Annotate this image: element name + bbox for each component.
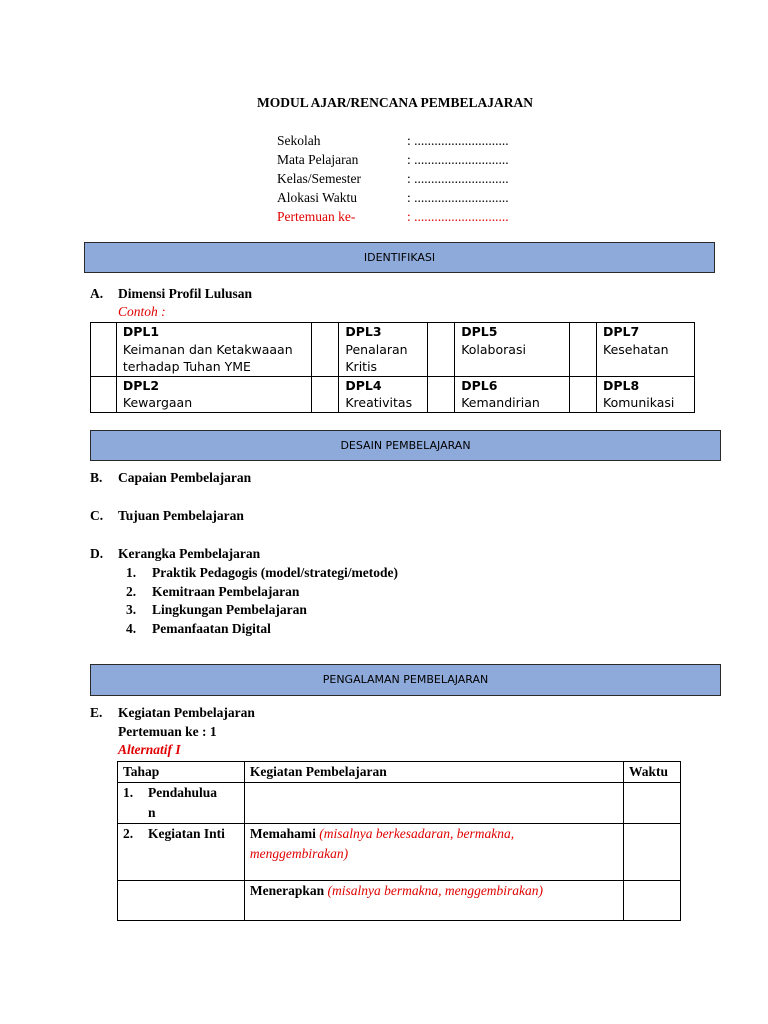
- section-band-desain: DESAIN PEMBELAJARAN: [90, 430, 721, 461]
- heading-letter: E.: [90, 705, 103, 720]
- time-cell: [624, 881, 681, 921]
- dpl-cell: [339, 323, 428, 377]
- dpl-cell: [116, 376, 312, 412]
- list-item: [126, 602, 398, 621]
- dpl-desc: Kesehatan: [603, 341, 669, 357]
- check-cell: [428, 323, 455, 377]
- dpl-desc: Kolaborasi: [461, 341, 526, 357]
- dpl-code: DPL7: [603, 324, 640, 339]
- check-cell: [570, 323, 597, 377]
- pertemuan-label: Pertemuan ke : 1: [118, 724, 217, 739]
- list-number: 1.: [126, 565, 137, 580]
- heading-text: Kegiatan Pembelajaran: [118, 705, 255, 720]
- info-value: : ............................: [407, 190, 509, 205]
- dpl-code: DPL5: [461, 324, 498, 339]
- table-row: [118, 783, 681, 824]
- stage-cell: [118, 783, 245, 824]
- heading-kerangka: [90, 546, 260, 562]
- stage-name: Pendahulua: [148, 785, 218, 800]
- profil-lulusan-table: [90, 322, 695, 413]
- dpl-desc: Komunikasi: [603, 395, 675, 410]
- dpl-desc: Kemandirian: [461, 395, 540, 410]
- activity-note-continued: menggembirakan): [249, 846, 349, 861]
- alternatif-label: Alternatif I: [118, 742, 181, 757]
- heading-text: Tujuan Pembelajaran: [118, 508, 244, 523]
- info-label: Alokasi Waktu: [277, 190, 358, 205]
- list-text: Praktik Pedagogis (model/strategi/metode): [152, 565, 398, 580]
- info-label: Pertemuan ke-: [277, 209, 356, 224]
- stage-cell: [118, 881, 245, 921]
- dpl-code: DPL2: [122, 377, 160, 393]
- activity-cell: [244, 881, 623, 921]
- heading-kegiatan: [90, 705, 255, 721]
- dpl-code: DPL6: [461, 377, 498, 393]
- activity-label: Menerapkan: [249, 883, 325, 898]
- table-row: [91, 376, 695, 412]
- dpl-code: DPL8: [603, 377, 640, 393]
- dpl-cell: [597, 376, 695, 412]
- info-value: : ............................: [407, 209, 509, 224]
- dpl-cell: [455, 376, 570, 412]
- dpl-cell: [455, 323, 570, 377]
- dpl-desc: Penalaran Kritis: [345, 341, 408, 374]
- dpl-desc: Kreativitas: [345, 395, 413, 410]
- example-label: Contoh :: [118, 304, 166, 319]
- list-item: [126, 621, 398, 640]
- list-text: Kemitraan Pembelajaran: [152, 583, 300, 599]
- heading-text: Dimensi Profil Lulusan: [118, 286, 253, 301]
- list-item: [126, 565, 398, 584]
- dpl-cell: [116, 323, 312, 377]
- column-header: Kegiatan Pembelajaran: [244, 762, 623, 783]
- table-row: [118, 881, 681, 921]
- list-item: [126, 584, 398, 603]
- kegiatan-table: [117, 761, 681, 921]
- section-band-identifikasi: IDENTIFIKASI: [84, 242, 715, 273]
- heading-letter: B.: [90, 470, 103, 485]
- heading-text: Kerangka Pembelajaran: [118, 546, 261, 561]
- check-cell: [91, 323, 117, 377]
- list-number: 4.: [126, 620, 137, 636]
- document-title: MODUL AJAR/RENCANA PEMBELAJARAN: [256, 95, 533, 110]
- dpl-cell: [339, 376, 428, 412]
- table-row: [91, 323, 695, 377]
- column-header: Tahap: [118, 762, 245, 783]
- check-cell: [312, 376, 339, 412]
- check-cell: [312, 323, 339, 377]
- activity-note: (misalnya bermakna, menggembirakan): [327, 883, 544, 898]
- stage-name: Kegiatan Inti: [148, 826, 225, 841]
- dpl-desc: Kewargaan: [122, 395, 193, 410]
- heading-text: Capaian Pembelajaran: [118, 470, 252, 485]
- list-text: Pemanfaatan Digital: [152, 620, 271, 636]
- heading-tujuan: [90, 508, 244, 524]
- info-value: : ............................: [407, 171, 509, 186]
- stage-name-continued: n: [148, 805, 156, 820]
- info-label: Mata Pelajaran: [277, 152, 359, 167]
- info-value: : ............................: [407, 152, 509, 167]
- info-label: Sekolah: [277, 133, 321, 148]
- dpl-code: DPL4: [345, 377, 382, 393]
- heading-letter: C.: [90, 508, 104, 523]
- info-label: Kelas/Semester: [277, 171, 361, 186]
- activity-label: Memahami: [249, 826, 316, 841]
- kerangka-list: [126, 565, 398, 639]
- dpl-desc: Keimanan dan Ketakwaaan terhadap Tuhan YME: [122, 341, 293, 374]
- column-header: Waktu: [624, 762, 681, 783]
- heading-letter: A.: [90, 286, 104, 301]
- time-cell: [624, 824, 681, 881]
- list-number: 3.: [126, 602, 137, 617]
- list-text: Lingkungan Pembelajaran: [152, 602, 307, 617]
- stage-number: 1.: [123, 785, 134, 800]
- info-value: : ............................: [407, 133, 509, 148]
- list-number: 2.: [126, 583, 137, 599]
- stage-cell: [118, 824, 245, 881]
- section-band-pengalaman: PENGALAMAN PEMBELAJARAN: [90, 664, 721, 696]
- time-cell: [624, 783, 681, 824]
- check-cell: [91, 376, 117, 412]
- dpl-cell: [597, 323, 695, 377]
- heading-dimensi-profil: [90, 286, 252, 302]
- activity-cell: [244, 824, 623, 881]
- activity-note: (misalnya berkesadaran, bermakna,: [319, 826, 515, 841]
- check-cell: [428, 376, 455, 412]
- table-row: [118, 824, 681, 881]
- heading-capaian: [90, 470, 251, 486]
- check-cell: [570, 376, 597, 412]
- dpl-code: DPL3: [345, 324, 382, 339]
- activity-cell: [244, 783, 623, 824]
- table-header-row: [118, 762, 681, 783]
- dpl-code: DPL1: [122, 324, 160, 339]
- stage-number: 2.: [123, 826, 134, 841]
- heading-letter: D.: [90, 546, 104, 561]
